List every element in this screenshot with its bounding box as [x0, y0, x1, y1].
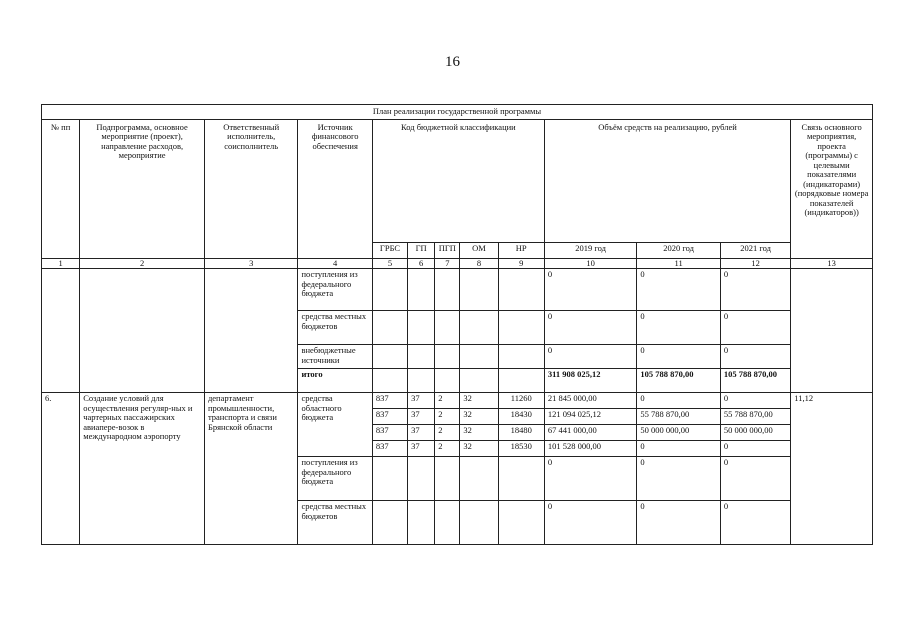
value-cell: 0 [544, 457, 637, 501]
col-number: 11 [637, 258, 720, 269]
source-cell: средства местных бюджетов [298, 501, 372, 545]
col-number: 4 [298, 258, 372, 269]
value-cell: 67 441 000,00 [544, 425, 637, 441]
col-number: 10 [544, 258, 637, 269]
grbs-cell: 837 [372, 409, 407, 425]
header-gp: ГП [408, 242, 435, 258]
column-numbers-row [42, 258, 873, 269]
nr-cell: 18530 [498, 441, 544, 457]
activity-name: Создание условий для осуществления регуляр-ных и чартерных пассажирских авиапере-возок в международном аэропорту [80, 393, 205, 545]
header-2020: 2020 год [637, 242, 720, 258]
total-2021: 105 788 870,00 [720, 369, 790, 393]
header-link: Связь основного мероприятия, проекта (программы) с целевыми показателями (индикаторами) (порядковые номера показателей (индикаторов)) [791, 119, 873, 258]
col-number: 8 [460, 258, 498, 269]
empty-cell [80, 269, 205, 393]
value-cell: 0 [720, 501, 790, 545]
source-cell: поступления из федерального бюджета [298, 269, 372, 311]
nr-cell: 18430 [498, 409, 544, 425]
total-label: итого [298, 369, 372, 393]
program-plan-table [41, 104, 873, 545]
header-subprogram: Подпрограмма, основное мероприятие (проект), направление расходов, мероприятие [80, 119, 205, 258]
value-cell: 21 845 000,00 [544, 393, 637, 409]
value-cell: 0 [637, 269, 720, 311]
value-cell: 0 [637, 501, 720, 545]
value-cell: 121 094 025,12 [544, 409, 637, 425]
value-cell: 0 [544, 345, 637, 369]
gp-cell: 37 [408, 409, 435, 425]
header-volume: Объём средств на реализацию, рублей [544, 119, 790, 242]
total-2019: 311 908 025,12 [544, 369, 637, 393]
pgp-cell: 2 [435, 441, 460, 457]
col-number: 1 [42, 258, 80, 269]
col-number: 6 [408, 258, 435, 269]
nr-cell: 18480 [498, 425, 544, 441]
col-number: 7 [435, 258, 460, 269]
activity-executor: департамент промышленности, транспорта и связи Брянской области [204, 393, 298, 545]
header-source: Источник финансового обеспечения [298, 119, 372, 258]
value-cell: 0 [720, 457, 790, 501]
om-cell: 32 [460, 409, 498, 425]
source-cell: средства местных бюджетов [298, 311, 372, 345]
pgp-cell: 2 [435, 409, 460, 425]
value-cell: 0 [544, 311, 637, 345]
page-number: 16 [445, 54, 460, 70]
gp-cell: 37 [408, 393, 435, 409]
value-cell: 0 [637, 441, 720, 457]
value-cell: 0 [720, 441, 790, 457]
col-number: 5 [372, 258, 407, 269]
source-cell: поступления из федерального бюджета [298, 457, 372, 501]
col-number: 2 [80, 258, 205, 269]
empty-cell [204, 269, 298, 393]
grbs-cell: 837 [372, 441, 407, 457]
value-cell: 50 000 000,00 [637, 425, 720, 441]
col-number: 9 [498, 258, 544, 269]
header-pgp: ПГП [435, 242, 460, 258]
value-cell: 0 [637, 345, 720, 369]
value-cell: 55 788 870,00 [720, 409, 790, 425]
value-cell: 0 [544, 269, 637, 311]
value-cell: 55 788 870,00 [637, 409, 720, 425]
om-cell: 32 [460, 425, 498, 441]
om-cell: 32 [460, 441, 498, 457]
value-cell: 0 [720, 345, 790, 369]
header-grbs: ГРБС [372, 242, 407, 258]
om-cell: 32 [460, 393, 498, 409]
header-om: ОМ [460, 242, 498, 258]
source-cell: средства областного бюджета [298, 393, 372, 457]
value-cell: 0 [637, 457, 720, 501]
header-2021: 2021 год [720, 242, 790, 258]
gp-cell: 37 [408, 441, 435, 457]
grbs-cell: 837 [372, 393, 407, 409]
indicator-link: 11,12 [791, 393, 873, 545]
header-nr: НР [498, 242, 544, 258]
nr-cell: 11260 [498, 393, 544, 409]
col-number: 3 [204, 258, 298, 269]
activity-number: 6. [42, 393, 80, 545]
value-cell: 50 000 000,00 [720, 425, 790, 441]
value-cell: 0 [720, 311, 790, 345]
table-row [42, 269, 873, 311]
total-2020: 105 788 870,00 [637, 369, 720, 393]
grbs-cell: 837 [372, 425, 407, 441]
value-cell: 0 [637, 311, 720, 345]
value-cell: 0 [720, 393, 790, 409]
header-budget-code: Код бюджетной классификации [372, 119, 544, 242]
pgp-cell: 2 [435, 393, 460, 409]
header-2019: 2019 год [544, 242, 637, 258]
source-cell: внебюджетные источники [298, 345, 372, 369]
header-executor: Ответственный исполнитель, соисполнитель [204, 119, 298, 258]
value-cell: 0 [544, 501, 637, 545]
value-cell: 101 528 000,00 [544, 441, 637, 457]
value-cell: 0 [720, 269, 790, 311]
table-row [42, 393, 873, 409]
pgp-cell: 2 [435, 425, 460, 441]
header-num: № пп [42, 119, 80, 258]
gp-cell: 37 [408, 425, 435, 441]
col-number: 13 [791, 258, 873, 269]
col-number: 12 [720, 258, 790, 269]
empty-cell [42, 269, 80, 393]
value-cell: 0 [637, 393, 720, 409]
table-title: План реализации государственной программы [42, 105, 873, 120]
empty-cell [791, 269, 873, 393]
